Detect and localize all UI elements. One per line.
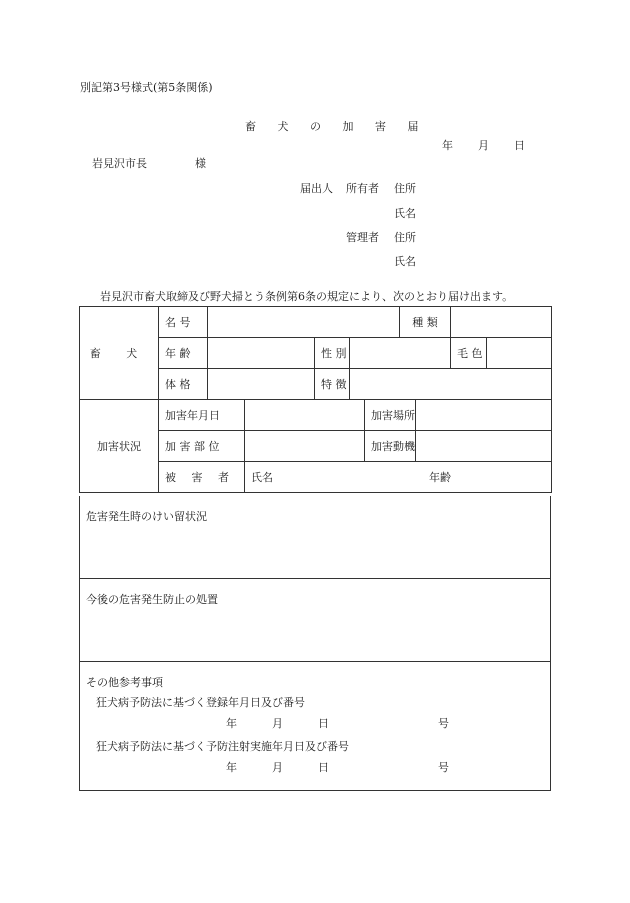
- vaccination-month: 月: [272, 761, 283, 774]
- victim-name-label: 氏名: [251, 470, 273, 484]
- registration-month: 月: [272, 717, 283, 730]
- prevention-label: 今後の危害発生防止の処置: [86, 593, 218, 606]
- owner-address-label: 住所: [394, 182, 416, 195]
- dog-features-field[interactable]: [350, 369, 552, 400]
- dog-color-field[interactable]: [487, 338, 552, 369]
- damage-motive-field[interactable]: [416, 431, 552, 462]
- vaccination-number: 号: [438, 761, 449, 774]
- prevention-box[interactable]: [79, 579, 551, 662]
- dog-age-field[interactable]: [208, 338, 315, 369]
- registration-line: 狂犬病予防法に基づく登録年月日及び番号: [96, 696, 305, 709]
- dog-name-field[interactable]: [208, 307, 400, 338]
- dog-build-field[interactable]: [208, 369, 315, 400]
- vaccination-day: 日: [318, 761, 329, 774]
- form-number: 別記第3号様式(第5条関係): [80, 81, 213, 94]
- confinement-box[interactable]: [79, 496, 551, 579]
- manager-address-label: 住所: [394, 231, 416, 244]
- vaccination-line: 狂犬病予防法に基づく予防注射実施年月日及び番号: [96, 740, 349, 753]
- damage-part-field[interactable]: [245, 431, 365, 462]
- dog-breed-label: 種 類: [400, 307, 451, 338]
- damage-row-date: [80, 400, 552, 431]
- dog-damage-table: [79, 306, 552, 493]
- page-title: 畜 犬 の 加 害 届: [245, 120, 428, 133]
- victim-age-label: 年齢: [429, 471, 451, 484]
- damage-place-field[interactable]: [416, 400, 552, 431]
- damage-section-label: 加害状況: [80, 400, 159, 493]
- vaccination-year: 年: [226, 761, 237, 774]
- dog-color-label: 毛 色: [451, 338, 487, 369]
- date-month-label: 月: [478, 139, 489, 152]
- registration-year: 年: [226, 717, 237, 730]
- damage-place-label: 加害場所: [365, 400, 416, 431]
- damage-date-label: 加害年月日: [159, 400, 245, 431]
- dog-name-label: 名 号: [159, 307, 208, 338]
- other-box[interactable]: [79, 662, 551, 791]
- dog-sex-field[interactable]: [350, 338, 451, 369]
- dog-age-label: 年 齢: [159, 338, 208, 369]
- manager-label: 管理者: [346, 231, 379, 244]
- confinement-label: 危害発生時のけい留状況: [86, 510, 207, 523]
- other-label: その他参考事項: [86, 676, 163, 689]
- dog-features-label: 特 徴: [315, 369, 350, 400]
- dog-section-label: 畜 犬: [80, 307, 159, 400]
- dog-build-label: 体 格: [159, 369, 208, 400]
- dog-sex-label: 性 別: [315, 338, 350, 369]
- addressee: 岩見沢市長: [92, 157, 147, 170]
- damage-part-label: 加 害 部 位: [159, 431, 245, 462]
- registration-day: 日: [318, 717, 329, 730]
- dog-breed-field[interactable]: [451, 307, 552, 338]
- victim-field[interactable]: [245, 462, 552, 493]
- date-day-label: 日: [514, 139, 525, 152]
- notifier-label: 届出人: [300, 182, 333, 195]
- date-year-label: 年: [442, 139, 453, 152]
- registration-number: 号: [438, 717, 449, 730]
- dog-row-name: [80, 307, 552, 338]
- damage-motive-label: 加害動機: [365, 431, 416, 462]
- victim-label: 被 害 者: [159, 462, 245, 493]
- damage-date-field[interactable]: [245, 400, 365, 431]
- honorific: 様: [195, 157, 206, 170]
- manager-name-label: 氏名: [394, 255, 416, 268]
- owner-name-label: 氏名: [394, 207, 416, 220]
- statement: 岩見沢市畜犬取締及び野犬掃とう条例第6条の規定により、次のとおり届け出ます。: [100, 290, 514, 303]
- owner-label: 所有者: [346, 182, 379, 195]
